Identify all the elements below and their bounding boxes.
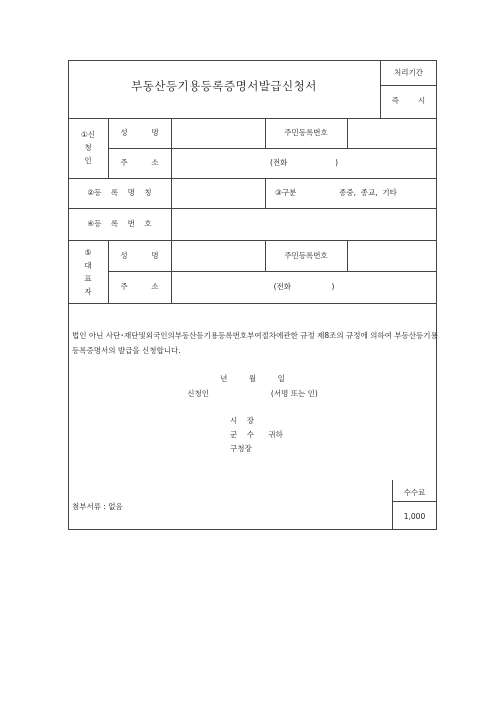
rule-top xyxy=(68,60,437,61)
representative-phone[interactable]: (전화 ) xyxy=(273,282,335,291)
rule xyxy=(108,118,109,178)
registration-number-field[interactable] xyxy=(172,209,436,239)
rule xyxy=(108,240,109,303)
registration-name-label: ②등 록 명 칭 xyxy=(87,188,152,197)
rule xyxy=(108,148,437,149)
rule-fee xyxy=(392,501,437,502)
date-line[interactable]: 년 월 일 xyxy=(220,374,285,383)
category-label: ③구분 xyxy=(275,188,297,197)
recipient-mayor: 시 장 xyxy=(230,416,255,425)
rule xyxy=(108,271,437,272)
fee-amount: 1,000 xyxy=(403,512,426,521)
recipient-county-head: 군 수 귀하 xyxy=(230,430,283,439)
fee-label: 수수료 xyxy=(403,488,426,497)
representative-rrn-field[interactable] xyxy=(348,241,436,270)
rule-processing xyxy=(380,85,437,86)
applicant-phone[interactable]: (전화 ) xyxy=(269,158,339,167)
representative-address-label: 주 소 xyxy=(120,282,159,291)
applicant-signature[interactable]: 신청인 (서명 또는 인) xyxy=(187,389,318,398)
applicant-rrn-field[interactable] xyxy=(348,119,436,147)
form-title: 부동산등기용등록증명서발급신청서 xyxy=(131,79,317,93)
applicant-section-label: ①신 청 인 xyxy=(81,130,95,165)
applicant-name-label: 성 명 xyxy=(120,128,159,137)
processing-period-value: 즉 시 xyxy=(391,96,426,105)
representative-rrn-label: 주민등록번호 xyxy=(284,251,328,260)
representative-name-label: 성 명 xyxy=(120,251,159,260)
applicant-name-field[interactable] xyxy=(172,119,265,147)
recipient-district-head: 구청장 xyxy=(230,444,252,453)
registration-number-label: ④등 록 번 호 xyxy=(87,219,152,228)
representative-section-label: ⑤ 대 표 자 xyxy=(84,248,92,296)
processing-period-label: 처리기간 xyxy=(394,68,423,77)
rule xyxy=(68,303,437,304)
applicant-rrn-label: 주민등록번호 xyxy=(284,128,328,137)
attachments-note: 첨부서류 : 없음 xyxy=(72,502,123,511)
registration-name-field[interactable] xyxy=(172,179,265,207)
rule-right xyxy=(436,60,437,530)
rule-bottom xyxy=(68,529,437,530)
application-statement: 법인 아닌 사단･재단및외국인의부동산등기용등록번호부여절차에관한 규정 제8조의 규정에 의하여 부동산등기용등록증명서의 발급을 신청합니다. xyxy=(72,331,438,355)
applicant-address-label: 주 소 xyxy=(120,158,159,167)
representative-name-field[interactable] xyxy=(172,241,265,270)
rule xyxy=(265,178,266,209)
category-options[interactable]: 종중, 종교, 기타 xyxy=(339,188,397,197)
